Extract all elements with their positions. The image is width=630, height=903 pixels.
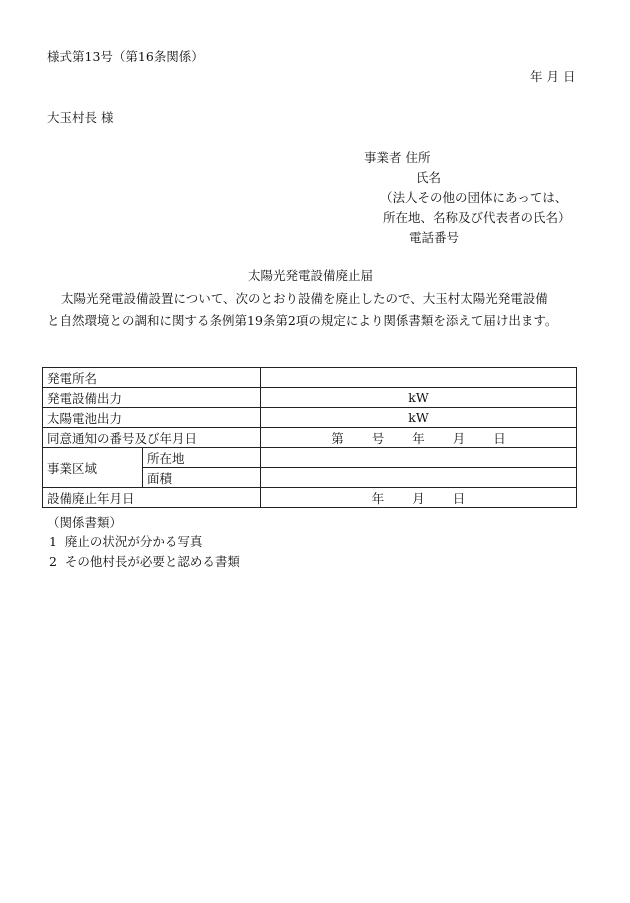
consent-day: 日 — [493, 430, 506, 446]
consent-dai: 第 — [331, 430, 344, 446]
abolish-year: 年 — [371, 490, 385, 506]
addressee: 大玉村長 様 — [47, 110, 114, 125]
document-title: 太陽光発電設備廃止届 — [248, 268, 374, 283]
value-location[interactable] — [261, 448, 577, 468]
value-size[interactable] — [261, 468, 577, 488]
value-abolish-date[interactable] — [261, 488, 577, 508]
consent-month: 月 — [452, 430, 466, 446]
row-abolish-date — [43, 488, 577, 508]
applicant-note-line2: 所在地、名称及び代表者の氏名） — [383, 210, 571, 225]
body-paragraph — [47, 288, 587, 332]
cell-output-unit: kW — [408, 410, 429, 425]
value-consent[interactable] — [261, 428, 577, 448]
row-consent — [43, 428, 577, 448]
applicant-address-label: 事業者 住所 — [364, 150, 431, 165]
docs-item-2 — [49, 556, 240, 569]
docs-item-1-text: 廃止の状況が分かる写真 — [64, 534, 203, 549]
row-facility-output — [43, 388, 577, 408]
label-consent: 同意通知の番号及び年月日 — [43, 428, 261, 448]
abolish-month: 月 — [412, 490, 425, 506]
date-line: 年 月 日 — [530, 69, 576, 84]
label-facility-output: 発電設備出力 — [43, 388, 261, 408]
docs-item-2-num: 2 — [49, 554, 57, 569]
row-plant-name — [43, 368, 577, 388]
label-abolish-date: 設備廃止年月日 — [43, 488, 261, 508]
value-plant-name[interactable] — [261, 368, 577, 388]
abolish-day: 日 — [452, 490, 466, 506]
facility-output-unit: kW — [408, 390, 429, 405]
docs-item-2-text: その他村長が必要と認める書類 — [64, 554, 240, 569]
body-line-1: 太陽光発電設備設置について、次のとおり設備を廃止したので、大玉村太陽光発電設備 — [61, 291, 548, 306]
applicant-note-line1: （法人その他の団体にあっては、 — [380, 190, 568, 205]
form-table — [42, 367, 577, 508]
label-area: 事業区域 — [43, 448, 143, 488]
label-size: 面積 — [143, 468, 261, 488]
label-cell-output: 太陽電池出力 — [43, 408, 261, 428]
value-facility-output[interactable] — [261, 388, 577, 408]
docs-item-1-num: 1 — [49, 534, 57, 549]
body-line-2: と自然環境との調和に関する条例第19条第2項の規定により関係書類を添えて届け出ます。 — [47, 313, 558, 328]
docs-heading: （関係書類） — [47, 515, 123, 530]
label-location: 所在地 — [143, 448, 261, 468]
row-cell-output — [43, 408, 577, 428]
consent-go: 号 — [371, 430, 385, 446]
applicant-phone-label: 電話番号 — [409, 230, 460, 245]
form-number: 様式第13号（第16条関係） — [47, 49, 204, 64]
label-plant-name: 発電所名 — [43, 368, 261, 388]
row-area-location — [43, 448, 577, 468]
applicant-name-label: 氏名 — [416, 170, 442, 185]
consent-year: 年 — [412, 430, 425, 446]
value-cell-output[interactable] — [261, 408, 577, 428]
docs-item-1 — [49, 536, 202, 549]
